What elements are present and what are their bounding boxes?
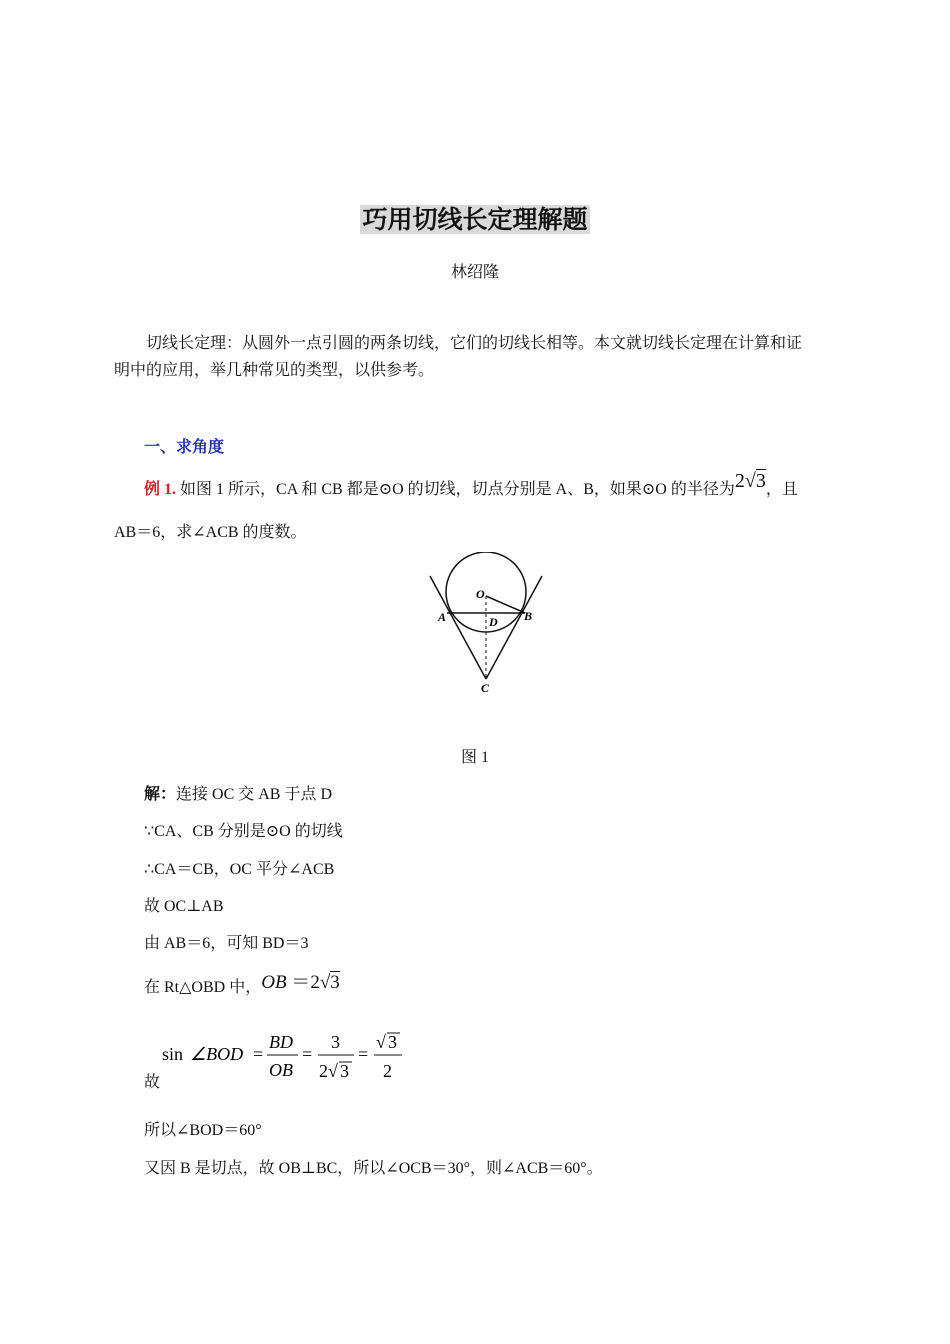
- solution-step-5: [144, 971, 340, 998]
- example-1-line-2: AB＝6，求∠ACB 的度数。: [114, 524, 307, 541]
- radius-radicand: 3: [755, 470, 766, 492]
- intro-paragraph: [114, 330, 836, 384]
- frac3-denominator: 2: [383, 1061, 392, 1081]
- step-5-prefix: 在 Rt△OBD 中，: [144, 979, 262, 996]
- eq-2: =: [302, 1044, 313, 1064]
- title-text: 巧用切线长定理解题: [362, 205, 588, 234]
- sin-text: sin: [162, 1044, 184, 1064]
- intro-line-2: 明中的应用，举几种常见的类型，以供参考。: [114, 362, 435, 379]
- sqrt-sign: √: [319, 972, 331, 993]
- ob-expression: [261, 972, 340, 993]
- example-text-1: 如图 1 所示，CA 和 CB 都是⊙O 的切线，切点分别是 A、B，如果⊙O 的半径为: [176, 481, 735, 498]
- section-heading: 一、求角度: [144, 439, 225, 456]
- solution-label: 解：: [144, 786, 177, 803]
- radius-expression: [735, 470, 766, 492]
- frac2-sqrt-sign: √: [328, 1061, 338, 1081]
- example-label: 例 1.: [144, 481, 177, 498]
- ob-symbol: OB: [261, 972, 287, 993]
- example-text-2: ，且: [765, 481, 798, 498]
- solution-step-0: 连接 OC 交 AB 于点 D: [176, 786, 333, 803]
- solution-step-3: 故 OC⊥AB: [144, 898, 224, 915]
- author: 林绍隆: [450, 264, 499, 281]
- solution-line-0: [144, 781, 332, 804]
- example-1-line-1: [144, 470, 798, 500]
- angle-bod: ∠BOD: [190, 1044, 244, 1064]
- solution-step-1: ∵CA、CB 分别是⊙O 的切线: [144, 823, 343, 840]
- frac3-num-rad: 3: [388, 1032, 397, 1052]
- eq-1: =: [253, 1044, 264, 1064]
- figure-1-diagram: [425, 552, 555, 700]
- solution-step-8: 又因 B 是切点，故 OB⊥BC，所以∠OCB＝30°，则∠ACB＝60°。: [144, 1160, 603, 1177]
- intro-line-1: 切线长定理：从圆外一点引圆的两条切线，它们的切线长相等。本文就切线长定理在计算和证: [146, 335, 803, 352]
- frac1-numerator: BD: [269, 1032, 293, 1052]
- solution-step-7: 所以∠BOD＝60°: [144, 1122, 262, 1139]
- frac3-sqrt-sign: √: [376, 1032, 386, 1052]
- frac2-den-rad: 3: [340, 1061, 349, 1081]
- label-d: D: [489, 615, 498, 629]
- eq-3: =: [358, 1044, 369, 1064]
- solution-step-4: 由 AB＝6，可知 BD＝3: [144, 935, 309, 952]
- sin-bod-equation: [158, 1026, 408, 1086]
- frac2-den-coef: 2: [319, 1061, 328, 1081]
- ob-coef: 2: [310, 972, 320, 993]
- figure-caption: 图 1: [460, 749, 489, 766]
- solution-step-2: ∴CA＝CB，OC 平分∠ACB: [144, 861, 335, 878]
- label-c: C: [481, 681, 490, 695]
- radius-ob: [486, 596, 525, 613]
- fraction-prefix: 故: [144, 1074, 161, 1091]
- frac2-numerator: 3: [331, 1032, 340, 1052]
- label-b: B: [524, 609, 533, 623]
- equals-sign: ＝: [291, 972, 311, 993]
- frac1-denominator: OB: [269, 1060, 293, 1080]
- ob-radicand: 3: [330, 972, 340, 993]
- radius-coef: 2: [734, 470, 745, 492]
- label-a: A: [438, 610, 447, 624]
- page-title: [0, 200, 950, 236]
- sqrt-sign: √: [744, 470, 756, 492]
- label-o: O: [476, 587, 485, 601]
